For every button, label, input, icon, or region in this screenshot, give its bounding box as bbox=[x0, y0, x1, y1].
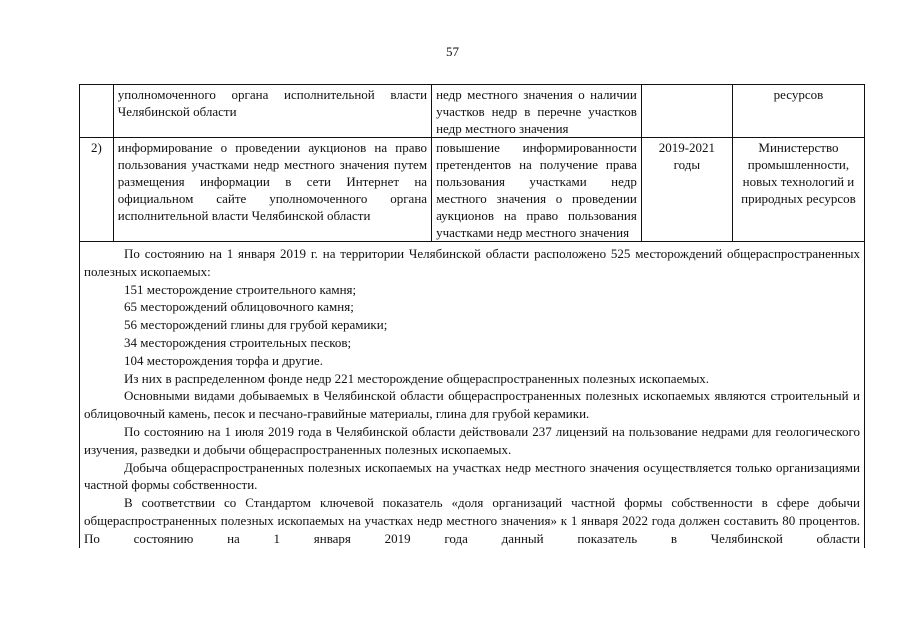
table-row bbox=[80, 85, 865, 138]
activity-cell: информирование о проведении аукционов на право пользования участками недр местного значения путем размещения информации в сети Интернет на официальном сайте уполномоченного органа исполнительной власти Челябинской области bbox=[113, 138, 431, 242]
row-number-cell: 2) bbox=[80, 138, 114, 242]
activity-cell: уполномоченного органа исполнительной власти Челябинской области bbox=[113, 85, 431, 138]
result-cell: повышение информированности претендентов на получение права пользования участками недр местного значения о проведении аукционов на право пользования участками недр местного значения bbox=[432, 138, 642, 242]
measures-table bbox=[79, 84, 865, 548]
list-item: 65 месторождений облицовочного камня; bbox=[124, 299, 354, 315]
result-cell: недр местного значения о наличии участков недр в перечне участков недр местного значения bbox=[432, 85, 642, 138]
table-row bbox=[80, 242, 865, 548]
list-item: 151 месторождение строительного камня; bbox=[124, 281, 357, 297]
responsible-cell: Министерство промышленности, новых технологий и природных ресурсов bbox=[732, 138, 864, 242]
period-cell: 2019-2021 годы bbox=[641, 138, 732, 242]
paragraph: Основными видами добываемых в Челябинской области общераспространенных полезных ископаемых являются строительный и облицовочный камень, песок и песчано-гравийные материалы, глина для грубой керамики. bbox=[84, 388, 860, 422]
list-item: 104 месторождения торфа и другие. bbox=[124, 352, 323, 368]
page-number: 57 bbox=[446, 44, 459, 59]
table-row bbox=[80, 138, 865, 242]
responsible-cell: ресурсов bbox=[732, 85, 864, 138]
paragraph: Из них в распределенном фонде недр 221 месторождение общераспространенных полезных ископаемых. bbox=[124, 370, 710, 386]
paragraph: Добыча общераспространенных полезных ископаемых на участках недр местного значения осуществляется только организациями частной формы собственности. bbox=[84, 459, 860, 493]
list-item: 56 месторождений глины для грубой керамики; bbox=[124, 317, 388, 333]
paragraph: В соответствии со Стандартом ключевой показатель «доля организаций частной формы собственности в сфере добычи общераспространенных полезных ископаемых на участках недр местного значения» к 1 января 2022 года должен составить 80 процентов. По состоянию на 1 января 2019 года данный показатель в Челябинской области bbox=[84, 495, 860, 546]
list-item: 34 месторождения строительных песков; bbox=[124, 334, 352, 350]
body-text-cell bbox=[80, 242, 865, 548]
period-cell bbox=[641, 85, 732, 138]
paragraph: По состоянию на 1 января 2019 г. на территории Челябинской области расположено 525 месторождений общераспространенных полезных ископаемых: bbox=[84, 246, 860, 279]
paragraph: По состоянию на 1 июля 2019 года в Челябинской области действовали 237 лицензий на пользование недрами для геологического изучения, разведки и добычи общераспространенных полезных ископаемых. bbox=[84, 423, 860, 457]
row-number-cell bbox=[80, 85, 114, 138]
